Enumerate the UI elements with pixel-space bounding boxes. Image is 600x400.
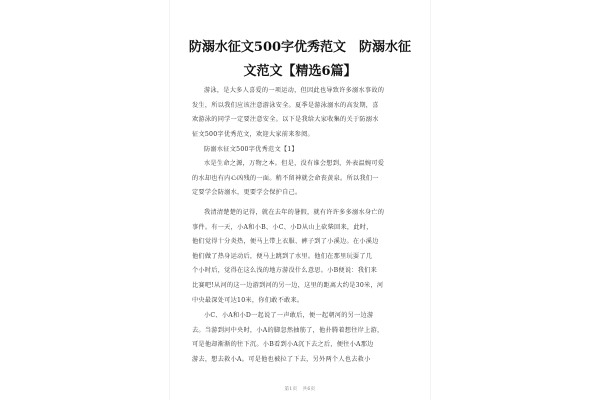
document-page bbox=[170, 0, 430, 400]
text-line: 去。当游到河中央时，小A的脚忽然抽筋了，他扑腾着想往岸上游， bbox=[192, 326, 384, 334]
text-line: 他们觉得十分炎热，便马上带上衣服、裤子到了小溪边。在小溪边 bbox=[192, 238, 379, 246]
text-line: 个小时后，觉得在这么浅的地方游没什么意思。小B便说：我们来 bbox=[192, 267, 378, 275]
text-line: 事件。有一天，小A和小B、小C、小D从山上砍柴回来，此时， bbox=[192, 223, 373, 231]
body-paragraph-1 bbox=[192, 157, 410, 201]
text-line: 可是他却渐渐的往下沉。小B看到小A沉下去之后，便往小A那边 bbox=[192, 341, 374, 349]
text-line: 小C、小A和小D一起说了一声敢后，便一起朝河的另一边游 bbox=[204, 312, 374, 319]
text-line: 比赛吧!从河的这一边游到河的另一边，这里的距离大约是30米，河 bbox=[192, 281, 384, 289]
document-title-line-2: 文范文【精选6篇】 bbox=[243, 64, 357, 79]
page-footer: 第1页 共6页 bbox=[284, 387, 316, 392]
body-paragraph-2 bbox=[192, 206, 410, 308]
text-line: 中央最深处可达10米，你们敢不敢来。 bbox=[192, 296, 304, 304]
text-line: 的水却也有内心凶残的一面。稍不留神就会命丧黄泉。所以我们一 bbox=[192, 174, 379, 182]
text-line: 游泳，是大多人喜爱的一项运动，但因此也导致许多溺水事故的 bbox=[204, 87, 385, 94]
section-heading bbox=[192, 143, 410, 158]
text-line: 他们做了热身运动后，便马上跳到了水里。他们在那里玩耍了几 bbox=[192, 252, 373, 260]
text-line: 征文500字优秀范文，欢迎大家前来参阅。 bbox=[192, 130, 314, 138]
document-title-line-1: 防溺水征文500字优秀范文 防溺水征 bbox=[188, 40, 412, 55]
text-line: 定要学会防溺水，更要学会保护自己。 bbox=[192, 189, 302, 197]
body-paragraph-3 bbox=[192, 309, 410, 367]
text-line: 发生，所以我们应该注意游泳安全。夏季是游泳溺水的高发期，喜 bbox=[192, 101, 379, 109]
text-line: 我清清楚楚的记得，就在去年的暑假，就有许许多多溺水身亡的 bbox=[204, 209, 385, 216]
text-line: 水是生命之源，万物之本。但是，没有谁会想到，外表温婉可爱 bbox=[204, 160, 385, 167]
intro-paragraph bbox=[192, 84, 410, 142]
text-line: 欢游泳的同学一定要注意安全。以下是我给大家收集的关于防溺水 bbox=[192, 116, 379, 124]
section-heading-text: 防溺水征文500字优秀范文【1】 bbox=[204, 146, 298, 153]
text-line: 游去，想去救小A。可是他也被拉了下去，另外两个人也去救小 bbox=[192, 355, 371, 363]
